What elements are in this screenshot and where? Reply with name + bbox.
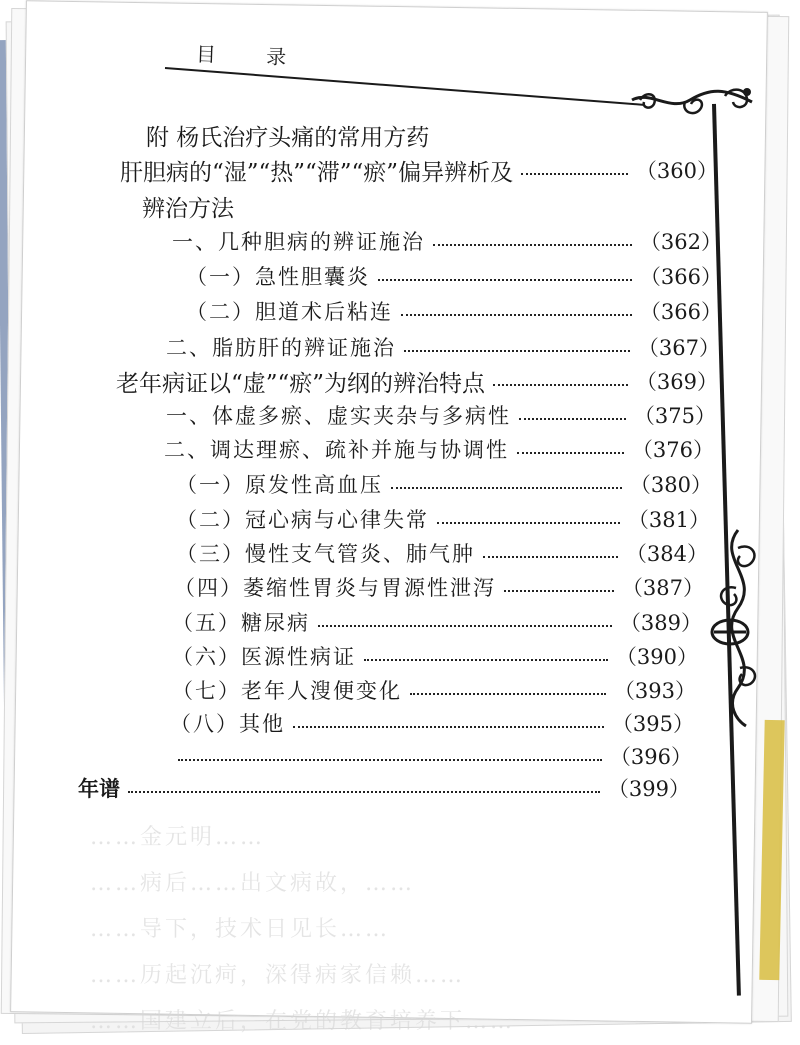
toc-entry[interactable] [176,467,712,501]
dot-leader [519,418,626,420]
toc-entry-page: （384） [625,542,708,566]
toc-entry-page: （367） [637,336,720,360]
toc-entry-page: （376） [631,438,714,462]
dot-leader [493,384,628,386]
toc-entry-page: （393） [613,679,696,703]
toc-entry[interactable] [174,570,704,604]
toc-entry[interactable] [78,771,690,805]
toc-entry-page: （369） [635,370,718,394]
dot-leader [404,350,630,352]
toc-entry-title: （二）冠心病与心律失常 [176,508,429,532]
dot-leader [504,590,614,592]
toc-entry-page: （381） [627,508,710,532]
toc-entry-title: （七）老年人溲便变化 [172,679,402,703]
toc-entry-page: （360） [635,159,718,183]
dot-leader [483,556,618,558]
toc-entry-page: （380） [629,473,712,497]
toc-entry[interactable] [176,536,708,570]
toc-entry-page: （399） [607,777,690,801]
toc-entry-title: （六）医源性病证 [172,645,356,669]
toc-entry[interactable] [172,224,722,258]
toc-entry-page: （366） [639,300,722,324]
toc-entry-title: （三）慢性支气管炎、肺气肿 [176,542,475,566]
dot-leader [178,759,602,761]
toc-entry[interactable] [120,153,718,187]
toc-entry-page: （366） [639,265,722,289]
dot-leader [378,279,632,281]
toc-entry-title: （一）急性胆囊炎 [186,265,370,289]
dot-leader [410,693,606,695]
toc-entry[interactable] [172,639,698,673]
toc-entry[interactable] [172,673,696,707]
toc-entry-page: （390） [615,645,698,669]
toc-entry-title: （一）原发性高血压 [176,473,383,497]
toc-entry-title: 老年病证以“虚”“瘀”为纲的辨治特点 [116,370,486,397]
toc-entry[interactable] [170,706,694,740]
toc-entry[interactable] [164,432,714,466]
toc-entry-page: （375） [633,404,716,428]
ghost-line: ……导下，技术日见长…… [90,917,391,942]
dot-leader [128,791,600,793]
dot-leader [364,659,608,661]
dot-leader [293,726,604,728]
dot-leader [391,487,622,489]
toc-entry-title: （二）胆道术后粘连 [186,300,393,324]
toc-entry[interactable] [142,189,720,223]
toc-entry-page: （362） [639,230,722,254]
toc-entry-title: 辨治方法 [142,195,234,222]
toc-entry-title: 二、脂肪肝的辨证施治 [166,336,396,360]
dot-leader [318,625,612,627]
toc-entry[interactable] [146,118,716,152]
toc-entry-title: 附 杨氏治疗头痛的常用方药 [146,124,430,151]
ghost-line: ……国建立后，在党的教育培养下…… [90,1009,516,1034]
dot-leader [401,314,632,316]
ghost-line: ……历起沉疴，深得病家信赖…… [90,963,466,988]
toc-entry-title: 一、体虚多瘀、虚实夹杂与多病性 [166,404,511,428]
ghost-line: ……病后……出文病故，…… [90,871,416,896]
toc-entry-title: 肝胆病的“湿”“热”“滞”“瘀”偏异辨析及 [120,159,514,186]
ghost-line: ……金元明…… [90,825,266,850]
toc-entry-title: 一、几种胆病的辨证施治 [172,230,425,254]
toc-entry-title: 年谱 [78,776,120,801]
toc-entry[interactable] [186,259,722,293]
toc-entry[interactable] [176,502,710,536]
toc-entry-page: （396） [609,745,692,769]
toc-entry-title: （八）其他 [170,712,285,736]
toc-entry-title: （五）糖尿病 [172,611,310,635]
toc-entry[interactable] [170,739,692,773]
toc-entry[interactable] [172,605,702,639]
toc-entry[interactable] [186,294,722,328]
page-header-title: 目 录 [195,42,309,70]
toc-entry-title: （四）萎缩性胃炎与胃源性泄泻 [174,576,496,600]
toc-entry-page: （389） [619,611,702,635]
toc-entry-page: （395） [611,712,694,736]
toc-entry-title: 二、调达理瘀、疏补并施与协调性 [164,438,509,462]
dot-leader [521,173,628,175]
dot-leader [437,522,620,524]
dot-leader [517,452,624,454]
toc-entry-page: （387） [621,576,704,600]
toc-entry[interactable] [166,398,716,432]
toc-entry[interactable] [166,330,720,364]
dot-leader [433,244,632,246]
toc-entry[interactable] [116,364,718,398]
